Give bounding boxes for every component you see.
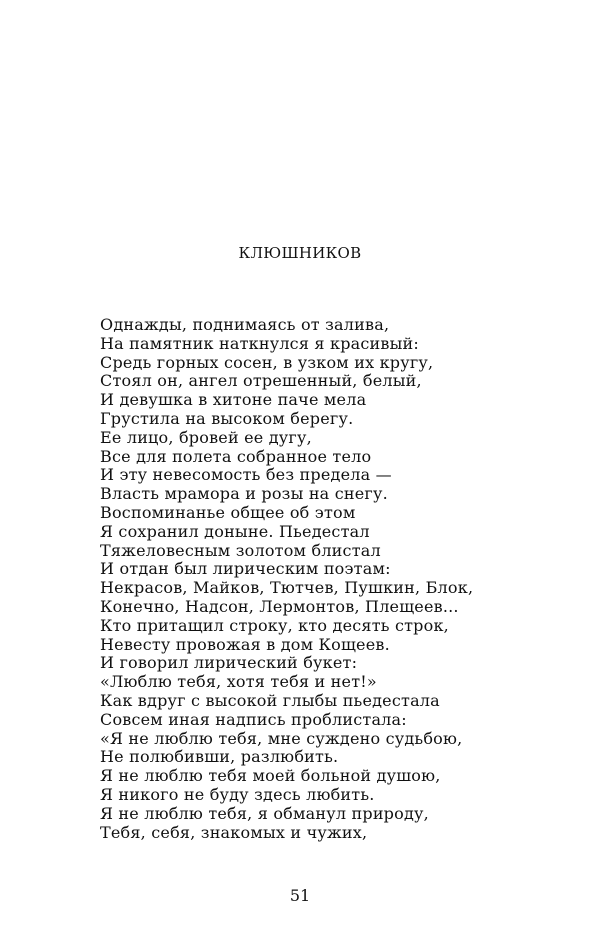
verse-line: Кто притащил строку, кто десять строк, [100,615,449,635]
verse-line: И эту невесомость без предела — [100,465,392,485]
verse-line: Грустила на высоком берегу. [100,408,354,428]
verse-line: Я никого не буду здесь любить. [100,784,375,804]
verse-line: Ее лицо, бровей ее дугу, [100,427,312,447]
verse-line: Средь горных сосен, в узком их кругу, [100,352,434,372]
verse-line: Власть мрамора и розы на снегу. [100,484,388,504]
verse-line: На памятник наткнулся я красивый: [100,333,420,353]
verse-line: Конечно, Надсон, Лермонтов, Плещеев... [100,596,459,616]
verse-line: Однажды, поднимаясь от залива, [100,315,390,334]
verse-line: «Люблю тебя, хотя тебя и нет!» [100,672,377,692]
verse-line: Я сохранил доныне. Пьедестал [100,521,370,541]
verse-line: Я не люблю тебя моей больной душою, [100,766,441,786]
verse-line: И говорил лирический букет: [100,653,358,673]
verse-line: И девушка в хитоне паче мела [100,390,367,410]
verse-line: Не полюбивши, разлюбить. [100,747,339,767]
verse-line: И отдан был лирическим поэтам: [100,559,391,579]
verse-line: Тяжеловесным золотом блистал [100,540,381,560]
page-number: 51 [289,886,311,905]
verse-line: Все для полета собранное тело [100,446,372,466]
verse-line: Некрасов, Майков, Тютчев, Пушкин, Блок, [100,578,474,598]
verse-line: Тебя, себя, знакомых и чужих, [100,822,368,842]
verse-line: Невесту провожая в дом Кощеев. [100,634,390,654]
verse-line: Совсем иная надпись проблистала: [100,709,407,729]
verse-line: «Я не люблю тебя, мне суждено судьбою, [100,728,463,748]
verse-line: Стоял он, ангел отрешенный, белый, [100,371,422,391]
poem-title: КЛЮШНИКОВ [238,244,362,262]
verse-line: Как вдруг с высокой глыбы пьедестала [100,690,440,710]
verse-line: Воспоминанье общее об этом [100,502,356,522]
verse-line: Я не люблю тебя, я обманул природу, [100,803,429,823]
poem-body [100,316,580,842]
